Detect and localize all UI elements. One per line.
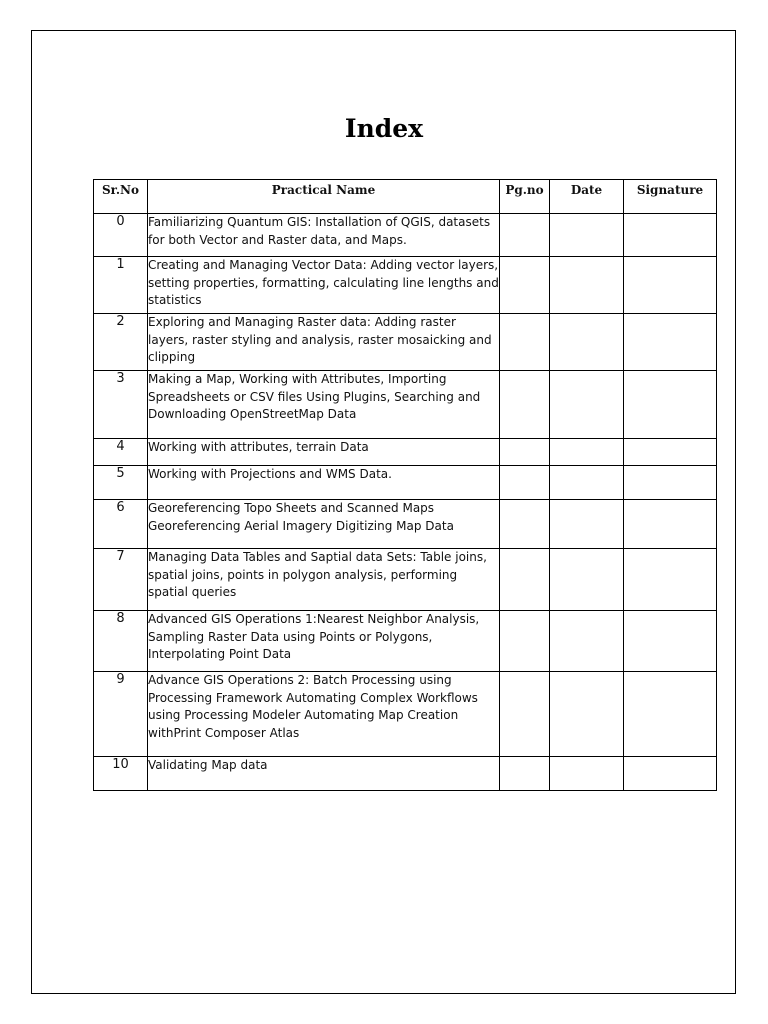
cell-practical-name: Familiarizing Quantum GIS: Installation of QGIS, datasets for both Vector and Raster data, and Maps. bbox=[148, 214, 500, 257]
cell-srno: 7 bbox=[94, 549, 148, 611]
cell-pgno bbox=[500, 757, 550, 791]
table-row bbox=[94, 500, 717, 549]
cell-date bbox=[550, 466, 624, 500]
header-pgno: Pg.no bbox=[500, 180, 550, 214]
cell-practical-name: Working with attributes, terrain Data bbox=[148, 439, 500, 466]
page-title: Index bbox=[344, 114, 424, 143]
table-row bbox=[94, 757, 717, 791]
cell-practical-name: Exploring and Managing Raster data: Adding raster layers, raster styling and analysis, raster mosaicking and clipping bbox=[148, 314, 500, 371]
header-date: Date bbox=[550, 180, 624, 214]
cell-practical-name: Advance GIS Operations 2: Batch Processing using Processing Framework Automating Complex Workflows using Processing Modeler Automating Map Creation withPrint Composer Atlas bbox=[148, 672, 500, 757]
cell-pgno bbox=[500, 214, 550, 257]
cell-practical-name: Making a Map, Working with Attributes, Importing Spreadsheets or CSV files Using Plugins, Searching and Downloading OpenStreetMap Data bbox=[148, 371, 500, 439]
cell-pgno bbox=[500, 371, 550, 439]
cell-pgno bbox=[500, 549, 550, 611]
table-row bbox=[94, 672, 717, 757]
cell-srno: 10 bbox=[94, 757, 148, 791]
header-practical-name: Practical Name bbox=[148, 180, 500, 214]
cell-date bbox=[550, 672, 624, 757]
cell-date bbox=[550, 757, 624, 791]
cell-date bbox=[550, 371, 624, 439]
cell-date bbox=[550, 314, 624, 371]
table-row bbox=[94, 371, 717, 439]
cell-practical-name: Georeferencing Topo Sheets and Scanned Maps Georeferencing Aerial Imagery Digitizing Map Data bbox=[148, 500, 500, 549]
cell-signature bbox=[624, 314, 717, 371]
table-row bbox=[94, 439, 717, 466]
cell-practical-name: Working with Projections and WMS Data. bbox=[148, 466, 500, 500]
cell-signature bbox=[624, 672, 717, 757]
table-header-row bbox=[94, 180, 717, 214]
cell-srno: 5 bbox=[94, 466, 148, 500]
cell-date bbox=[550, 500, 624, 549]
cell-date bbox=[550, 257, 624, 314]
cell-pgno bbox=[500, 257, 550, 314]
cell-signature bbox=[624, 439, 717, 466]
cell-srno: 8 bbox=[94, 611, 148, 672]
cell-srno: 4 bbox=[94, 439, 148, 466]
cell-date bbox=[550, 549, 624, 611]
cell-signature bbox=[624, 466, 717, 500]
cell-pgno bbox=[500, 314, 550, 371]
table-row bbox=[94, 257, 717, 314]
cell-pgno bbox=[500, 439, 550, 466]
cell-signature bbox=[624, 371, 717, 439]
cell-pgno bbox=[500, 672, 550, 757]
cell-srno: 9 bbox=[94, 672, 148, 757]
cell-practical-name: Managing Data Tables and Saptial data Sets: Table joins, spatial joins, points in polygon analysis, performing spatial queries bbox=[148, 549, 500, 611]
header-signature: Signature bbox=[624, 180, 717, 214]
header-srno: Sr.No bbox=[94, 180, 148, 214]
cell-srno: 0 bbox=[94, 214, 148, 257]
cell-signature bbox=[624, 214, 717, 257]
cell-signature bbox=[624, 611, 717, 672]
cell-date bbox=[550, 439, 624, 466]
cell-practical-name: Advanced GIS Operations 1:Nearest Neighbor Analysis, Sampling Raster Data using Points or Polygons, Interpolating Point Data bbox=[148, 611, 500, 672]
table-row bbox=[94, 214, 717, 257]
cell-signature bbox=[624, 257, 717, 314]
cell-srno: 2 bbox=[94, 314, 148, 371]
cell-signature bbox=[624, 757, 717, 791]
table-row bbox=[94, 314, 717, 371]
table-row bbox=[94, 611, 717, 672]
cell-srno: 1 bbox=[94, 257, 148, 314]
cell-signature bbox=[624, 500, 717, 549]
cell-srno: 6 bbox=[94, 500, 148, 549]
cell-pgno bbox=[500, 500, 550, 549]
cell-pgno bbox=[500, 611, 550, 672]
cell-srno: 3 bbox=[94, 371, 148, 439]
index-table bbox=[93, 179, 717, 791]
cell-signature bbox=[624, 549, 717, 611]
cell-practical-name: Creating and Managing Vector Data: Adding vector layers, setting properties, formatting, calculating line lengths and statistics bbox=[148, 257, 500, 314]
cell-pgno bbox=[500, 466, 550, 500]
table-row bbox=[94, 466, 717, 500]
cell-practical-name: Validating Map data bbox=[148, 757, 500, 791]
cell-date bbox=[550, 214, 624, 257]
cell-date bbox=[550, 611, 624, 672]
table-row bbox=[94, 549, 717, 611]
